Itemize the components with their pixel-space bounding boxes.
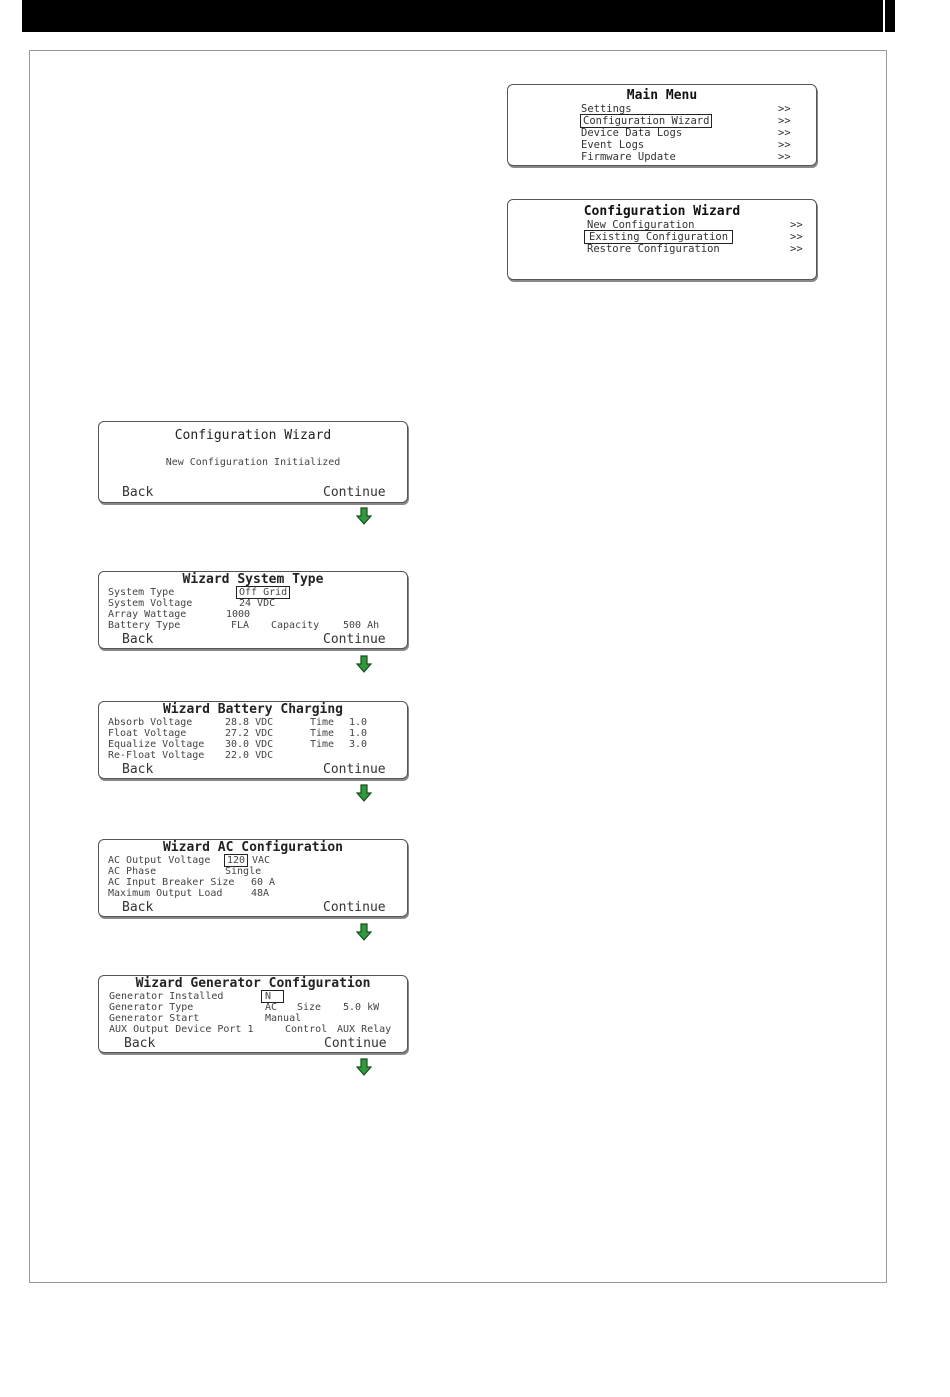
- down-arrow-icon: [356, 1058, 372, 1076]
- init-title: Configuration Wizard: [174, 428, 332, 443]
- wizard-ac-configuration-screen: [98, 839, 408, 917]
- generator-size-label: Size: [297, 1002, 322, 1013]
- aux-control-label: Control: [285, 1024, 328, 1035]
- menu-item-configuration-wizard[interactable]: Configuration Wizard: [583, 115, 710, 127]
- ac-input-breaker-value[interactable]: 60 A: [251, 877, 276, 888]
- generator-installed-label: Generator Installed: [109, 991, 224, 1002]
- menu-arrow: >>: [790, 231, 803, 243]
- max-output-load-label: Maximum Output Load: [108, 888, 223, 899]
- wizard-battery-charging-screen: [98, 701, 408, 779]
- menu-item-device-data-logs[interactable]: Device Data Logs: [581, 127, 683, 139]
- ac-title: Wizard AC Configuration: [162, 840, 343, 855]
- down-arrow-icon: [356, 655, 372, 673]
- continue-button[interactable]: Continue: [323, 485, 386, 500]
- array-wattage-value[interactable]: 1000: [226, 609, 251, 620]
- menu-item-existing-configuration[interactable]: Existing Configuration: [585, 231, 732, 243]
- capacity-label: Capacity: [271, 620, 320, 631]
- down-arrow-icon: [356, 784, 372, 802]
- absorb-time-label: Time: [310, 717, 335, 728]
- generator-type-label: Generator Type: [109, 1002, 194, 1013]
- float-time-label: Time: [310, 728, 335, 739]
- header-notch: [883, 0, 885, 32]
- menu-item-event-logs[interactable]: Event Logs: [581, 139, 645, 151]
- equalize-time-value[interactable]: 3.0: [349, 739, 368, 750]
- float-time-value[interactable]: 1.0: [349, 728, 368, 739]
- down-arrow-icon: [356, 507, 372, 525]
- equalize-voltage-value[interactable]: 30.0 VDC: [225, 739, 274, 750]
- menu-item-firmware-update[interactable]: Firmware Update: [581, 151, 676, 163]
- refloat-voltage-value[interactable]: 22.0 VDC: [225, 750, 274, 761]
- equalize-time-label: Time: [310, 739, 335, 750]
- ac-phase-label: AC Phase: [108, 866, 157, 877]
- equalize-voltage-label: Equalize Voltage: [108, 739, 205, 750]
- system-voltage-label: System Voltage: [108, 598, 193, 609]
- capacity-value[interactable]: 500 Ah: [343, 620, 380, 631]
- battery-title: Wizard Battery Charging: [162, 702, 343, 717]
- continue-button[interactable]: Continue: [324, 1036, 387, 1051]
- system-title: Wizard System Type: [182, 572, 324, 587]
- init-message: New Configuration Initialized: [165, 457, 341, 468]
- main-menu-title: Main Menu: [626, 88, 698, 103]
- back-button[interactable]: Back: [122, 762, 154, 777]
- menu-arrow: >>: [778, 103, 791, 115]
- generator-start-label: Generator Start: [109, 1013, 200, 1024]
- config-init-screen: [98, 421, 408, 503]
- system-type-label: System Type: [108, 587, 175, 598]
- generator-start-value[interactable]: Manual: [265, 1013, 302, 1024]
- top-header-bar: [22, 0, 895, 32]
- menu-arrow: >>: [778, 139, 791, 151]
- back-button[interactable]: Back: [122, 485, 154, 500]
- main-menu-screen: [507, 84, 817, 166]
- wizard-system-type-screen: [98, 571, 408, 649]
- ac-output-voltage-unit: VAC: [252, 855, 271, 866]
- system-type-value[interactable]: Off Grid: [239, 587, 288, 598]
- continue-button[interactable]: Continue: [323, 762, 386, 777]
- ac-output-voltage-value[interactable]: 120: [227, 855, 246, 866]
- ac-phase-value[interactable]: Single: [225, 866, 262, 877]
- menu-arrow: >>: [778, 127, 791, 139]
- menu-item-new-configuration[interactable]: New Configuration: [587, 219, 695, 231]
- menu-arrow: >>: [778, 115, 791, 127]
- ac-input-breaker-label: AC Input Breaker Size: [108, 877, 235, 888]
- absorb-time-value[interactable]: 1.0: [349, 717, 368, 728]
- back-button[interactable]: Back: [122, 900, 154, 915]
- battery-type-label: Battery Type: [108, 620, 181, 631]
- config-wizard-title: Configuration Wizard: [583, 204, 741, 219]
- battery-type-value[interactable]: FLA: [231, 620, 250, 631]
- generator-installed-value[interactable]: N: [262, 991, 283, 1002]
- aux-control-value[interactable]: AUX Relay: [337, 1024, 392, 1035]
- wizard-generator-configuration-screen: [98, 975, 408, 1053]
- back-button[interactable]: Back: [124, 1036, 156, 1051]
- refloat-voltage-label: Re-Float Voltage: [108, 750, 205, 761]
- absorb-voltage-value[interactable]: 28.8 VDC: [225, 717, 274, 728]
- menu-item-restore-configuration[interactable]: Restore Configuration: [587, 243, 720, 255]
- generator-title: Wizard Generator Configuration: [135, 976, 371, 991]
- menu-arrow: >>: [778, 151, 791, 163]
- ac-output-voltage-label: AC Output Voltage: [108, 855, 211, 866]
- aux-output-port-label: AUX Output Device Port 1: [109, 1024, 254, 1035]
- menu-item-settings[interactable]: Settings: [581, 103, 632, 115]
- float-voltage-value[interactable]: 27.2 VDC: [225, 728, 274, 739]
- continue-button[interactable]: Continue: [323, 632, 386, 647]
- continue-button[interactable]: Continue: [323, 900, 386, 915]
- back-button[interactable]: Back: [122, 632, 154, 647]
- generator-size-value[interactable]: 5.0 kW: [343, 1002, 380, 1013]
- system-voltage-value[interactable]: 24 VDC: [239, 598, 276, 609]
- array-wattage-label: Array Wattage: [108, 609, 187, 620]
- absorb-voltage-label: Absorb Voltage: [108, 717, 193, 728]
- menu-arrow: >>: [790, 243, 803, 255]
- generator-type-value[interactable]: AC: [265, 1002, 278, 1013]
- menu-arrow: >>: [790, 219, 803, 231]
- float-voltage-label: Float Voltage: [108, 728, 187, 739]
- config-wizard-menu-screen: [507, 199, 817, 280]
- max-output-load-value[interactable]: 48A: [251, 888, 270, 899]
- down-arrow-icon: [356, 923, 372, 941]
